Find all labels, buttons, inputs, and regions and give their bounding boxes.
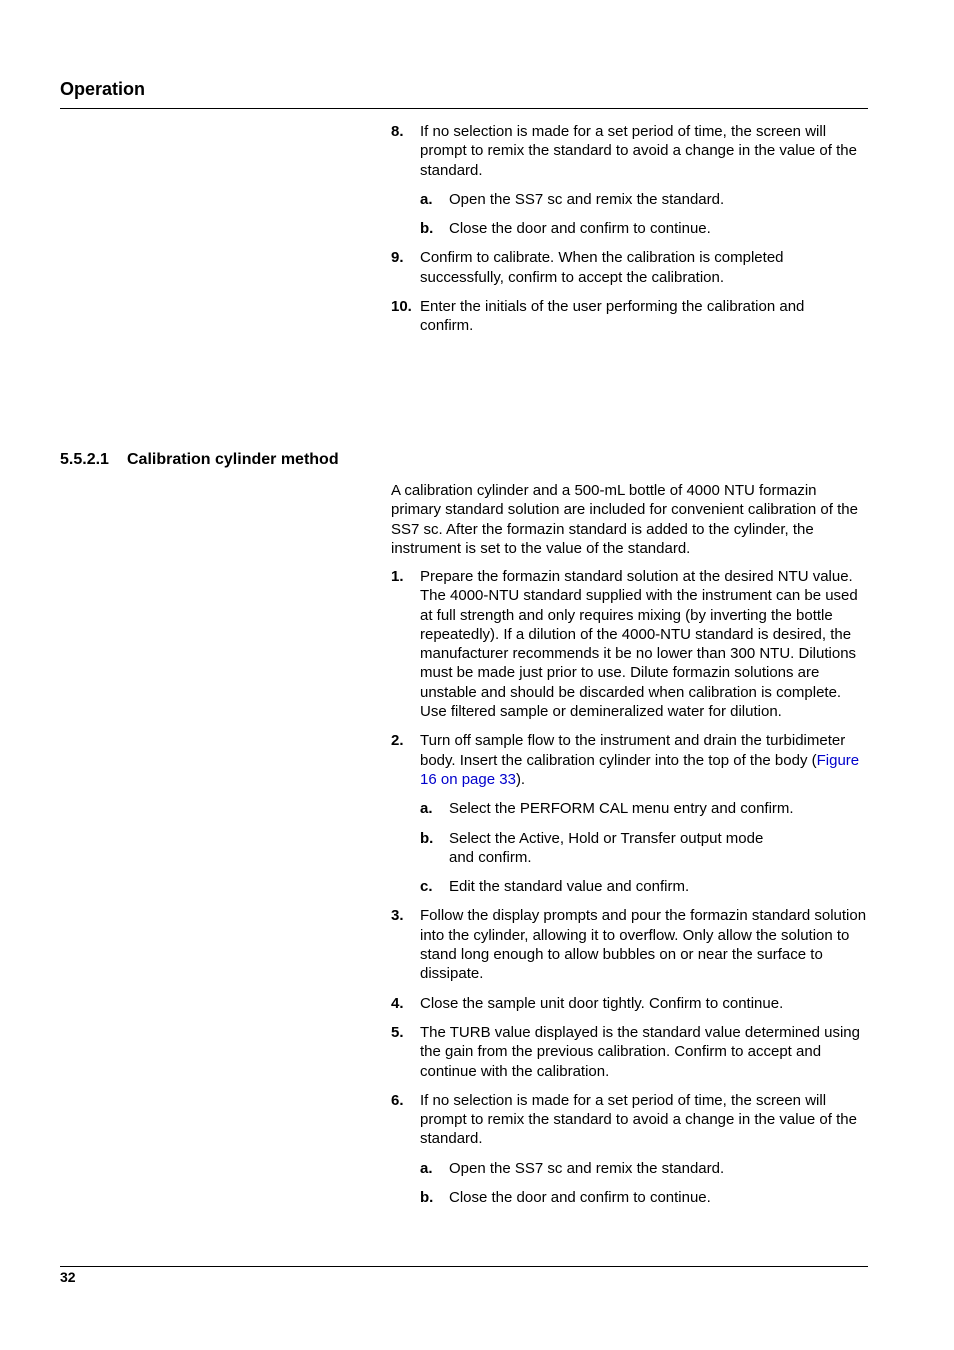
step-number: 8. (391, 123, 404, 140)
step-number: 1. (391, 568, 404, 585)
step-number: 6. (391, 1091, 404, 1109)
sub-list-item (391, 1188, 868, 1207)
sub-list-item (391, 799, 868, 818)
section-heading (60, 450, 339, 470)
step-number: 2. (391, 732, 404, 750)
substep-letter: a. (420, 1159, 433, 1177)
sub-list-item (391, 1159, 868, 1178)
substep-letter: a. (420, 190, 433, 208)
list-item (391, 297, 868, 336)
substep-text: Select the Active, Hold or Transfer output mode and confirm. (449, 829, 764, 866)
substep-letter: b. (420, 220, 434, 238)
step-text: If no selection is made for a set period of time, the screen will prompt to remix the standard to avoid a change in the value of the standard. (420, 123, 857, 179)
footer-divider (60, 1266, 868, 1267)
list-item (391, 731, 868, 789)
substep-text: Select the PERFORM CAL menu entry and confirm. (449, 800, 794, 818)
substep-text: Close the door and confirm to continue. (449, 220, 711, 238)
sub-list-item (391, 829, 868, 868)
section-intro-paragraph: A calibration cylinder and a 500-mL bottle of 4000 NTU formazin primary standard solution are included for convenient calibration of the SS7 sc. After the formazin standard is added to the cylinder, the instrument is set to the value of the standard. (391, 482, 858, 557)
step-text-after-link: ). (515, 770, 526, 788)
step-number: 4. (391, 994, 404, 1012)
step-number: 10. (391, 298, 412, 316)
step-number: 5. (391, 1023, 404, 1041)
list-item (391, 567, 868, 721)
list-item (391, 906, 868, 983)
step-text: The TURB value displayed is the standard value determined using the gain from the previous calibration. Confirm to accept and continue with the calibration. (420, 1023, 860, 1080)
continued-steps-list (391, 122, 868, 346)
step-text: Confirm to calibrate. When the calibration is completed successfully, confirm to accept the calibration. (420, 249, 784, 286)
list-item (391, 248, 868, 287)
step-text: Prepare the formazin standard solution at the desired NTU value. The 4000-NTU standard supplied with the instrument can be used at full strength and only requires mixing (by inverting the bottle repeatedly). If a dilution of the 4000-NTU standard is desired, the manufacturer recommends it be no lower than 300 NTU. Dilutions must be made just prior to use. Dilute formazin solutions are unstable and should be discarded when calibration is complete. Use filtered sample or demineralized water for dilution. (420, 568, 858, 721)
substep-letter: b. (420, 1189, 434, 1207)
step-text: Enter the initials of the user performing the calibration and confirm. (420, 298, 805, 335)
sub-list-item (391, 877, 868, 896)
header-divider (60, 108, 868, 109)
page-number: 32 (60, 1269, 76, 1285)
substep-letter: a. (420, 800, 433, 818)
substep-text: Close the door and confirm to continue. (449, 1189, 711, 1207)
step-number: 9. (391, 249, 404, 267)
substep-text: Open the SS7 sc and remix the standard. (449, 1159, 725, 1177)
sub-list-item (391, 190, 868, 209)
step-text: Close the sample unit door tightly. Confirm to continue. (420, 994, 784, 1012)
substep-text: Open the SS7 sc and remix the standard. (449, 190, 725, 208)
sub-list-item (391, 219, 868, 238)
section-number: 5.5.2.1 (60, 451, 109, 468)
substep-letter: b. (420, 829, 434, 847)
step-text: If no selection is made for a set period of time, the screen will prompt to remix the standard to avoid a change in the value of the standard. (420, 1091, 857, 1148)
substep-text: Edit the standard value and confirm. (449, 878, 690, 896)
page-header-title: Operation (60, 79, 146, 99)
step-number: 3. (391, 907, 404, 925)
figure-reference-link[interactable]: Figure 16 on page 33 (420, 751, 860, 788)
procedure-steps-list (391, 567, 868, 1217)
substep-letter: c. (420, 878, 433, 896)
step-text-before-link: Turn off sample flow to the instrument and drain the turbidimeter body. Insert the calibration cylinder into the top of the body ( (420, 732, 846, 769)
list-item (391, 122, 868, 180)
list-item (391, 1091, 868, 1149)
list-item (391, 1023, 868, 1081)
step-text: Follow the display prompts and pour the formazin standard solution into the cylinder, allowing it to overflow. Only allow the solution to stand long enough to allow bubbles on or near the surface to dissipate. (420, 907, 867, 983)
list-item (391, 994, 868, 1013)
section-title: Calibration cylinder method (127, 451, 339, 468)
